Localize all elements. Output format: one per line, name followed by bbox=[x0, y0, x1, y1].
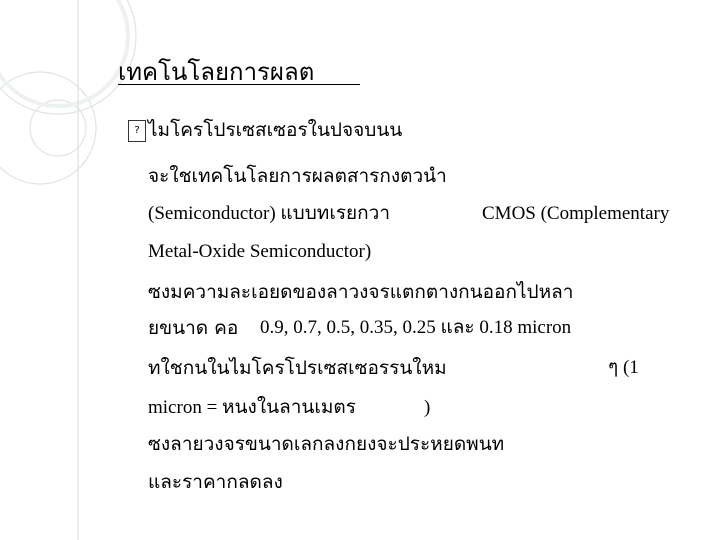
title-underline bbox=[118, 84, 360, 85]
text-line-2: จะใชเทคโนโลยการผลตสารกงตวนำ bbox=[148, 165, 447, 187]
slide-title: เทคโนโลยการผลต bbox=[118, 58, 315, 86]
text-line-6b: 0.9, 0.7, 0.5, 0.35, 0.25 และ 0.18 micron bbox=[260, 317, 572, 338]
text-line-3b: CMOS (Complementary bbox=[482, 203, 670, 224]
text-line-9: ซงลายวงจรขนาดเลกลงกยงจะประหยดพนท bbox=[148, 433, 505, 455]
text-line-7a: ทใชกนในไมโครโปรเซสเซอรรนใหม bbox=[148, 357, 447, 379]
text-line-7b: ๆ (1 bbox=[608, 357, 639, 378]
text-line-3: (Semiconductor) แบบทเรยกวา bbox=[148, 203, 390, 224]
text-line-10: และราคากลดลง bbox=[148, 471, 283, 493]
text-line-8a: micron = หนงในลานเมตร bbox=[148, 397, 356, 418]
bullet-glyph: ? bbox=[128, 120, 146, 142]
text-line-4: Metal-Oxide Semiconductor) bbox=[148, 241, 372, 262]
text-line-1: ไมโครโปรเซสเซอรในปจจบนน bbox=[148, 119, 403, 141]
text-line-6a: ยขนาด คอ bbox=[148, 317, 239, 339]
text-line-8b: ) bbox=[424, 397, 431, 418]
text-line-5: ซงมความละเอยดของลาวงจรแตกตางกนออกไปหลา bbox=[148, 281, 574, 303]
